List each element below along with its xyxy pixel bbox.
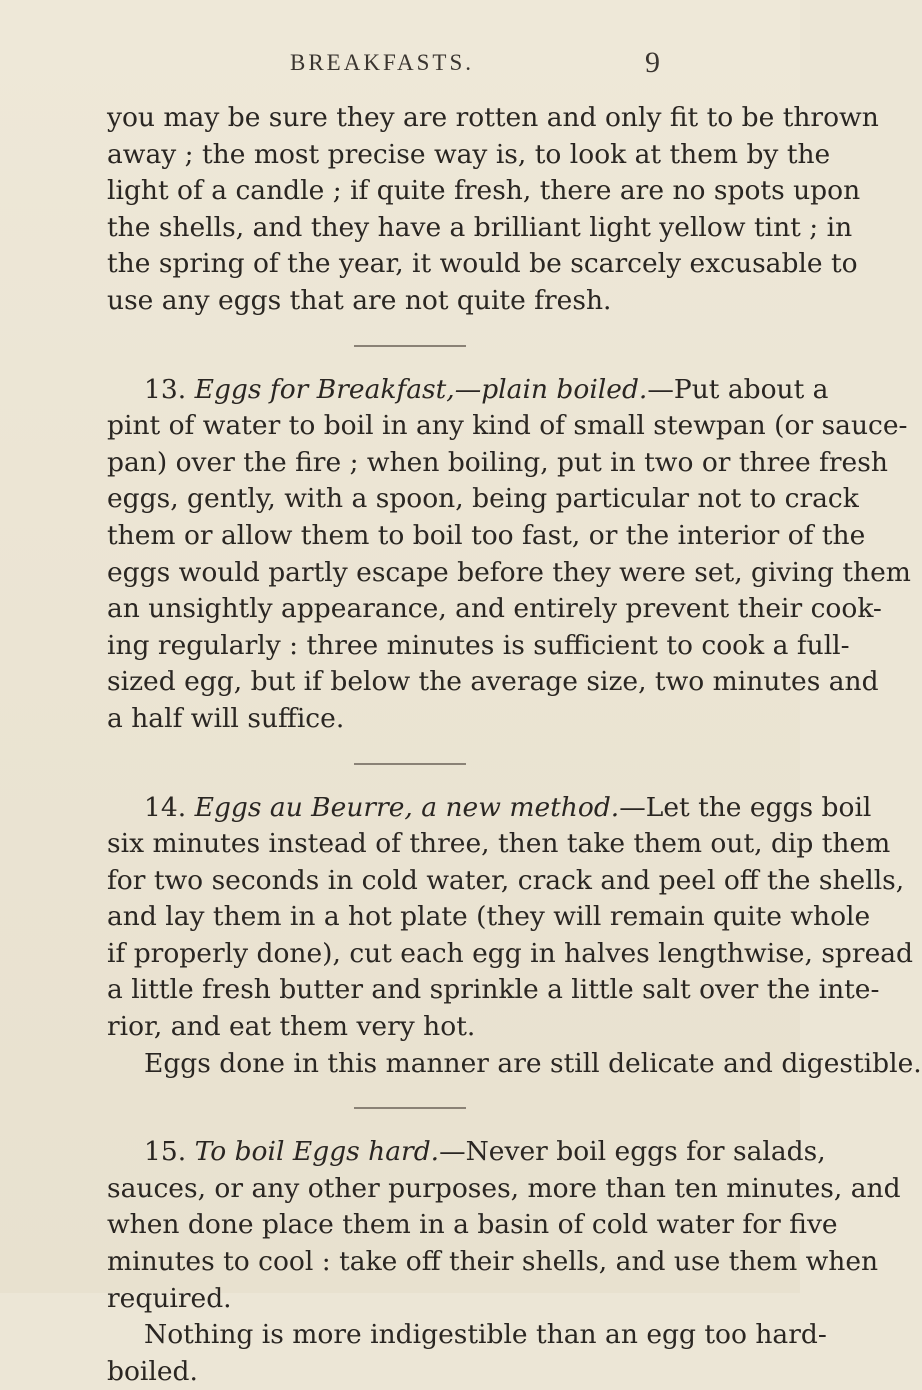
recipe-text: —Let the eggs boil xyxy=(619,791,872,823)
section-divider xyxy=(107,738,713,790)
text-line: six minutes instead of three, then take them out, dip them xyxy=(107,828,891,860)
text-line: sauces, or any other purposes, more than ten minutes, and xyxy=(107,1172,901,1204)
page-number: 9 xyxy=(645,46,660,79)
text-line: for two seconds in cold water, crack and peel off the shells, xyxy=(107,864,905,896)
recipe-13 xyxy=(107,372,911,738)
text-line: when done place them in a basin of cold water for five xyxy=(107,1209,838,1241)
recipe-heading-line xyxy=(107,790,872,827)
section-divider xyxy=(107,1082,713,1134)
recipe-note: boiled. xyxy=(107,1355,198,1387)
recipe-number: 13. xyxy=(144,373,187,405)
recipe-title: Eggs au Beurre, a new method. xyxy=(194,791,620,823)
text-line: required. xyxy=(107,1282,232,1314)
text-line: away ; the most precise way is, to look at them by the xyxy=(107,138,831,170)
text-line: pan) over the fire ; when boiling, put in two or three fresh xyxy=(107,446,888,478)
recipe-number: 14. xyxy=(144,791,187,823)
running-title: BREAKFASTS. xyxy=(290,50,475,75)
recipe-number: 15. xyxy=(144,1136,187,1168)
recipe-15 xyxy=(107,1134,901,1390)
text-line: pint of water to boil in any kind of small stewpan (or sauce- xyxy=(107,410,908,442)
recipe-title: To boil Eggs hard. xyxy=(194,1136,440,1168)
text-line: use any eggs that are not quite fresh. xyxy=(107,284,612,316)
recipe-title: Eggs for Breakfast,—plain boiled. xyxy=(194,373,648,405)
text-line: eggs, gently, with a spoon, being particular not to crack xyxy=(107,483,859,515)
recipe-14 xyxy=(107,790,922,1083)
text-line: rior, and eat them very hot. xyxy=(107,1011,476,1043)
text-line: light of a candle ; if quite fresh, there are no spots upon xyxy=(107,175,861,207)
text-line: the shells, and they have a brilliant light yellow tint ; in xyxy=(107,211,853,243)
text-line: ing regularly : three minutes is sufficient to cook a full- xyxy=(107,629,850,661)
recipe-heading-line xyxy=(107,1134,826,1171)
text-line: them or allow them to boil too fast, or the interior of the xyxy=(107,519,866,551)
text-line: minutes to cool : take off their shells, and use them when xyxy=(107,1246,879,1278)
text-line: the spring of the year, it would be scarcely excusable to xyxy=(107,248,858,280)
text-line: you may be sure they are rotten and only fit to be thrown xyxy=(107,102,879,133)
text-line: if properly done), cut each egg in halves lengthwise, spread xyxy=(107,937,914,969)
text-line: a half will suffice. xyxy=(107,702,345,734)
recipe-note: Nothing is more indigestible than an egg too hard- xyxy=(144,1319,827,1351)
text-line: sized egg, but if below the average size, two minutes and xyxy=(107,666,879,698)
text-line: an unsightly appearance, and entirely prevent their cook- xyxy=(107,593,882,625)
text-line: eggs would partly escape before they were set, giving them xyxy=(107,556,911,588)
recipe-heading-line xyxy=(107,372,829,409)
text-line: a little fresh butter and sprinkle a little salt over the inte- xyxy=(107,974,880,1006)
recipe-text: —Never boil eggs for salads, xyxy=(439,1136,826,1168)
section-divider xyxy=(107,320,713,372)
intro-paragraph xyxy=(107,100,879,320)
page-header xyxy=(0,46,800,90)
recipe-text: —Put about a xyxy=(647,373,829,405)
recipe-note: Eggs done in this manner are still delicate and digestible. xyxy=(144,1047,922,1079)
text-line: and lay them in a hot plate (they will remain quite whole xyxy=(107,901,871,933)
body-text xyxy=(107,100,922,1390)
